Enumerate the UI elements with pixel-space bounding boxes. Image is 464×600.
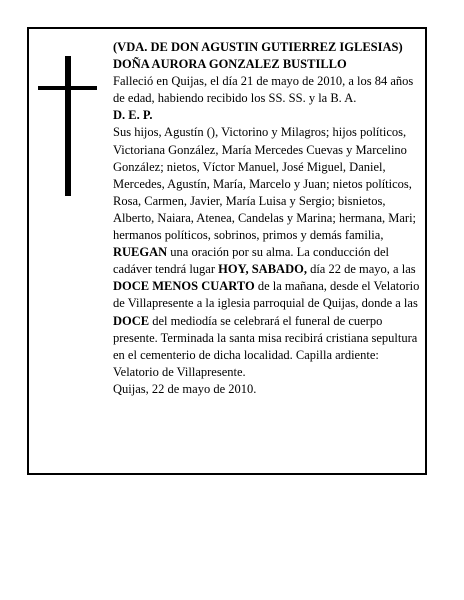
place-date: Quijas, 22 de mayo de 2010. <box>113 381 257 396</box>
funeral-day: HOY, SABADO, <box>218 262 307 277</box>
cross-icon-arm <box>38 86 97 90</box>
funeral-text-4: del mediodía se celebrará el funeral de cuerpo presente. Terminada la santa misa recibirá cristiana sepultura en el cementerio de dicha localidad. Capilla ardiente: Velatorio de Villapresente. <box>113 313 418 379</box>
funeral-time: DOCE MENOS CUARTO <box>113 279 255 294</box>
mass-time: DOCE <box>113 313 150 328</box>
funeral-text-2: día 22 de mayo, a las <box>306 262 416 277</box>
cross-icon <box>65 56 71 196</box>
deceased-name: DOÑA AURORA GONZALEZ BUSTILLO <box>113 57 347 72</box>
funeral-text-3: de la mañana, desde el Velatorio de Villapresente a la iglesia parroquial de Quijas, donde a las <box>113 279 420 311</box>
obituary-text <box>113 39 420 398</box>
rip-abbreviation: D. E. P. <box>113 108 153 123</box>
funeral-details <box>113 244 420 381</box>
funeral-text-1: una oración por su alma. La conducción del cadáver tendrá lugar <box>113 245 389 277</box>
death-details: Falleció en Quijas, el día 21 de mayo de 2010, a los 84 años de edad, habiendo recibido los SS. SS. y la B. A. <box>113 74 414 106</box>
widow-header: (VDA. DE DON AGUSTIN GUTIERREZ IGLESIAS) <box>113 40 403 54</box>
ruegan-word: RUEGAN <box>113 245 168 260</box>
family-list: Sus hijos, Agustín (), Victorino y Milagros; hijos políticos, Victoriana González, María Mercedes Cuevas y Marcelino González; nietos, Víctor Manuel, José Miguel, Daniel, Mercedes, Agustín, María, Marcelo y Juan; nietos políticos, Rosa, Carmen, Javier, María Luisa y Sergio; bisnietos, Alberto, Naiara, Atenea, Candelas y Marina; hermana, Mari; hermanos políticos, sobrinos, primos y demás familia, <box>113 125 417 243</box>
